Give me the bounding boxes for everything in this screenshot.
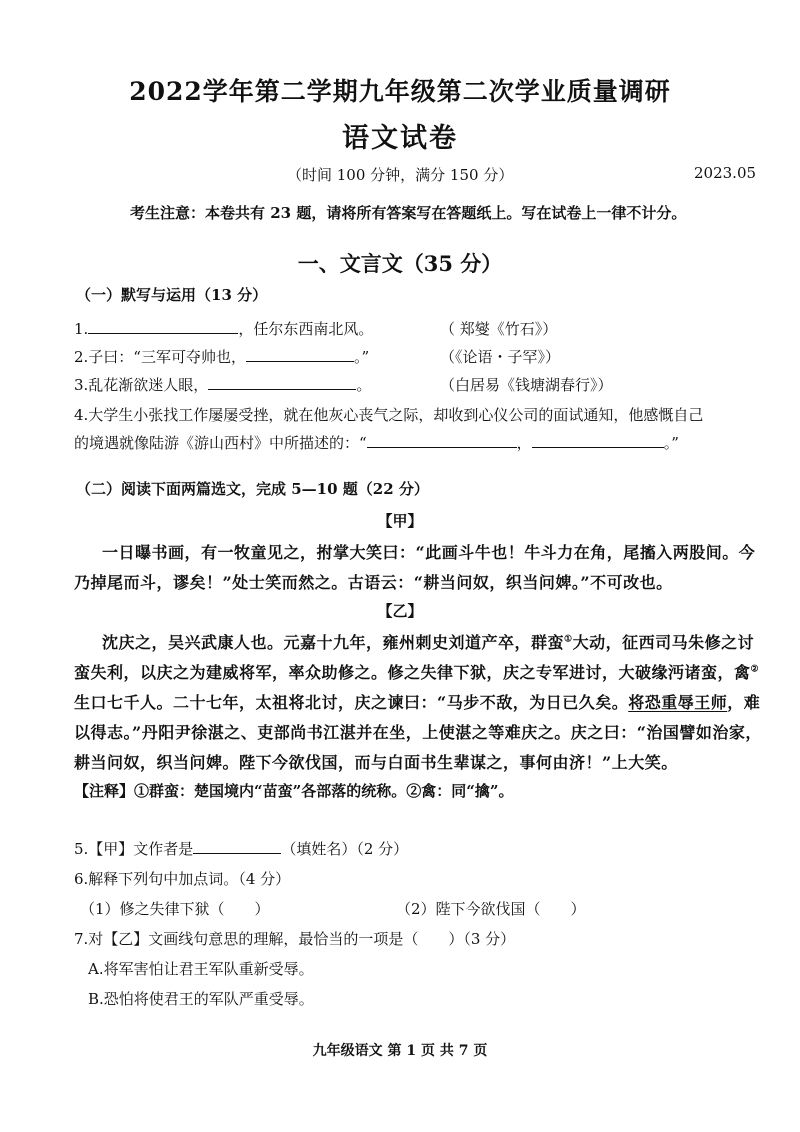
passage-yi-line1 — [102, 630, 754, 653]
question-4-line2 — [74, 432, 679, 453]
underlined-sentence: 将恐重辱王师 — [628, 693, 728, 712]
yi-line1-text-b: 大动，征西司马朱修之讨 — [572, 633, 755, 652]
footnote-mark-1: ① — [564, 634, 573, 645]
q1-source: （ 郑燮《竹石》） — [440, 320, 558, 338]
passage-yi-line3 — [74, 690, 760, 713]
yi-line3-text-b: ，难 — [727, 693, 761, 712]
passage-yi-line5: 耕当问奴，织当问婢。陛下今欲伐国，而与白面书生辈谋之，事何由济！”上大笑。 — [74, 753, 678, 772]
exam-date: 2023.05 — [694, 164, 757, 182]
question-5 — [74, 838, 408, 859]
page-footer: 九年级语文 第 1 页 共 7 页 — [312, 1043, 488, 1059]
q3-end: 。 — [356, 376, 372, 394]
section-title: 一、文言文（35 分） — [297, 251, 503, 276]
question-6-1: （1）修之失律下狱（ ） — [80, 900, 270, 918]
passage-yi-line2 — [74, 660, 759, 683]
q3-answer-blank[interactable] — [208, 375, 356, 390]
yi-line1-text-a: 沈庆之，吴兴武康人也。元嘉十九年，雍州刺史刘道产卒，群蛮 — [102, 633, 565, 652]
question-1 — [74, 318, 373, 339]
exam-title: 2022学年第二学期九年级第二次学业质量调研 — [129, 77, 671, 106]
q4-end: 。” — [663, 434, 679, 452]
q5-end: （填姓名）（2 分） — [281, 840, 409, 858]
q3-text: 3.乱花渐欲迷人眼， — [74, 376, 209, 394]
part1-title: （一）默写与运用（13 分） — [76, 286, 268, 304]
question-2 — [74, 346, 369, 367]
question-7-option-b: B.恐怕将使君王的军队严重受辱。 — [88, 990, 314, 1008]
footnote-mark-2: ② — [750, 664, 760, 675]
question-4-line1: 4.大学生小张找工作屡屡受挫，就在他灰心丧气之际，却收到心仪公司的面试通知，他感慨自己 — [74, 406, 704, 424]
question-3 — [74, 374, 371, 395]
q4-answer-blank-1[interactable] — [367, 433, 517, 448]
question-6: 6.解释下列句中加点词。（4 分） — [74, 870, 291, 888]
q2-end: 。” — [353, 348, 370, 366]
q4-answer-blank-2[interactable] — [532, 433, 664, 448]
q4-comma: ， — [516, 434, 532, 452]
q5-answer-blank[interactable] — [193, 839, 281, 854]
question-7-option-a: A.将军害怕让君王军队重新受辱。 — [88, 960, 314, 978]
q4-text: 的境遇就像陆游《游山西村》中所描述的：“ — [74, 434, 367, 452]
passage-jia-line1: 一日曝书画，有一牧童见之，拊掌大笑曰：“此画斗牛也！牛斗力在角，尾搐入两股间。今 — [102, 543, 756, 562]
part2-title: （二）阅读下面两篇选文，完成 5—10 题（22 分） — [76, 480, 429, 498]
exam-notice: 考生注意：本卷共有 23 题，请将所有答案写在答题纸上。写在试卷上一律不计分。 — [130, 204, 687, 222]
q1-answer-blank[interactable] — [88, 319, 238, 334]
question-6-2: （2）陛下今欲伐国（ ） — [396, 900, 586, 918]
passage-yi-label: 【乙】 — [377, 602, 423, 620]
yi-line2-text: 蛮失利，以庆之为建威将军，率众助修之。修之失律下狱，庆之专军进讨，大破缘沔诸蛮，禽 — [74, 663, 751, 682]
q5-text: 5.【甲】文作者是 — [74, 840, 194, 858]
exam-info: （时间 100 分钟，满分 150 分） — [287, 166, 514, 184]
passage-yi-line4: 以得志。”丹阳尹徐湛之、吏部尚书江湛并在坐，上使湛之等难庆之。庆之曰：“治国譬如治家， — [74, 723, 762, 742]
passage-jia-label: 【甲】 — [377, 512, 423, 530]
q1-text: ，任尔东西南北风。 — [238, 320, 374, 338]
yi-line3-text-a: 生口七千人。二十七年，太祖将北讨，庆之谏曰：“马步不敌，为日已久矣。 — [74, 693, 629, 712]
q2-source: （《论语・子罕》） — [440, 348, 561, 366]
q2-answer-blank[interactable] — [246, 347, 354, 362]
passage-jia-line2: 乃掉尾而斗，谬矣！”处士笑而然之。古语云：“耕当问奴，织当问婢。”不可改也。 — [74, 573, 673, 592]
question-7: 7.对【乙】文画线句意思的理解，最恰当的一项是（ ）（3 分） — [74, 930, 516, 948]
q2-text: 2.子曰：“三军可夺帅也， — [74, 348, 246, 366]
q1-num: 1. — [74, 320, 89, 338]
annotation-note: 【注释】①群蛮：楚国境内“苗蛮”各部落的统称。②禽：同“擒”。 — [74, 782, 514, 800]
exam-subtitle: 语文试卷 — [342, 123, 458, 154]
q3-source: （白居易《钱塘湖春行》） — [440, 376, 613, 394]
